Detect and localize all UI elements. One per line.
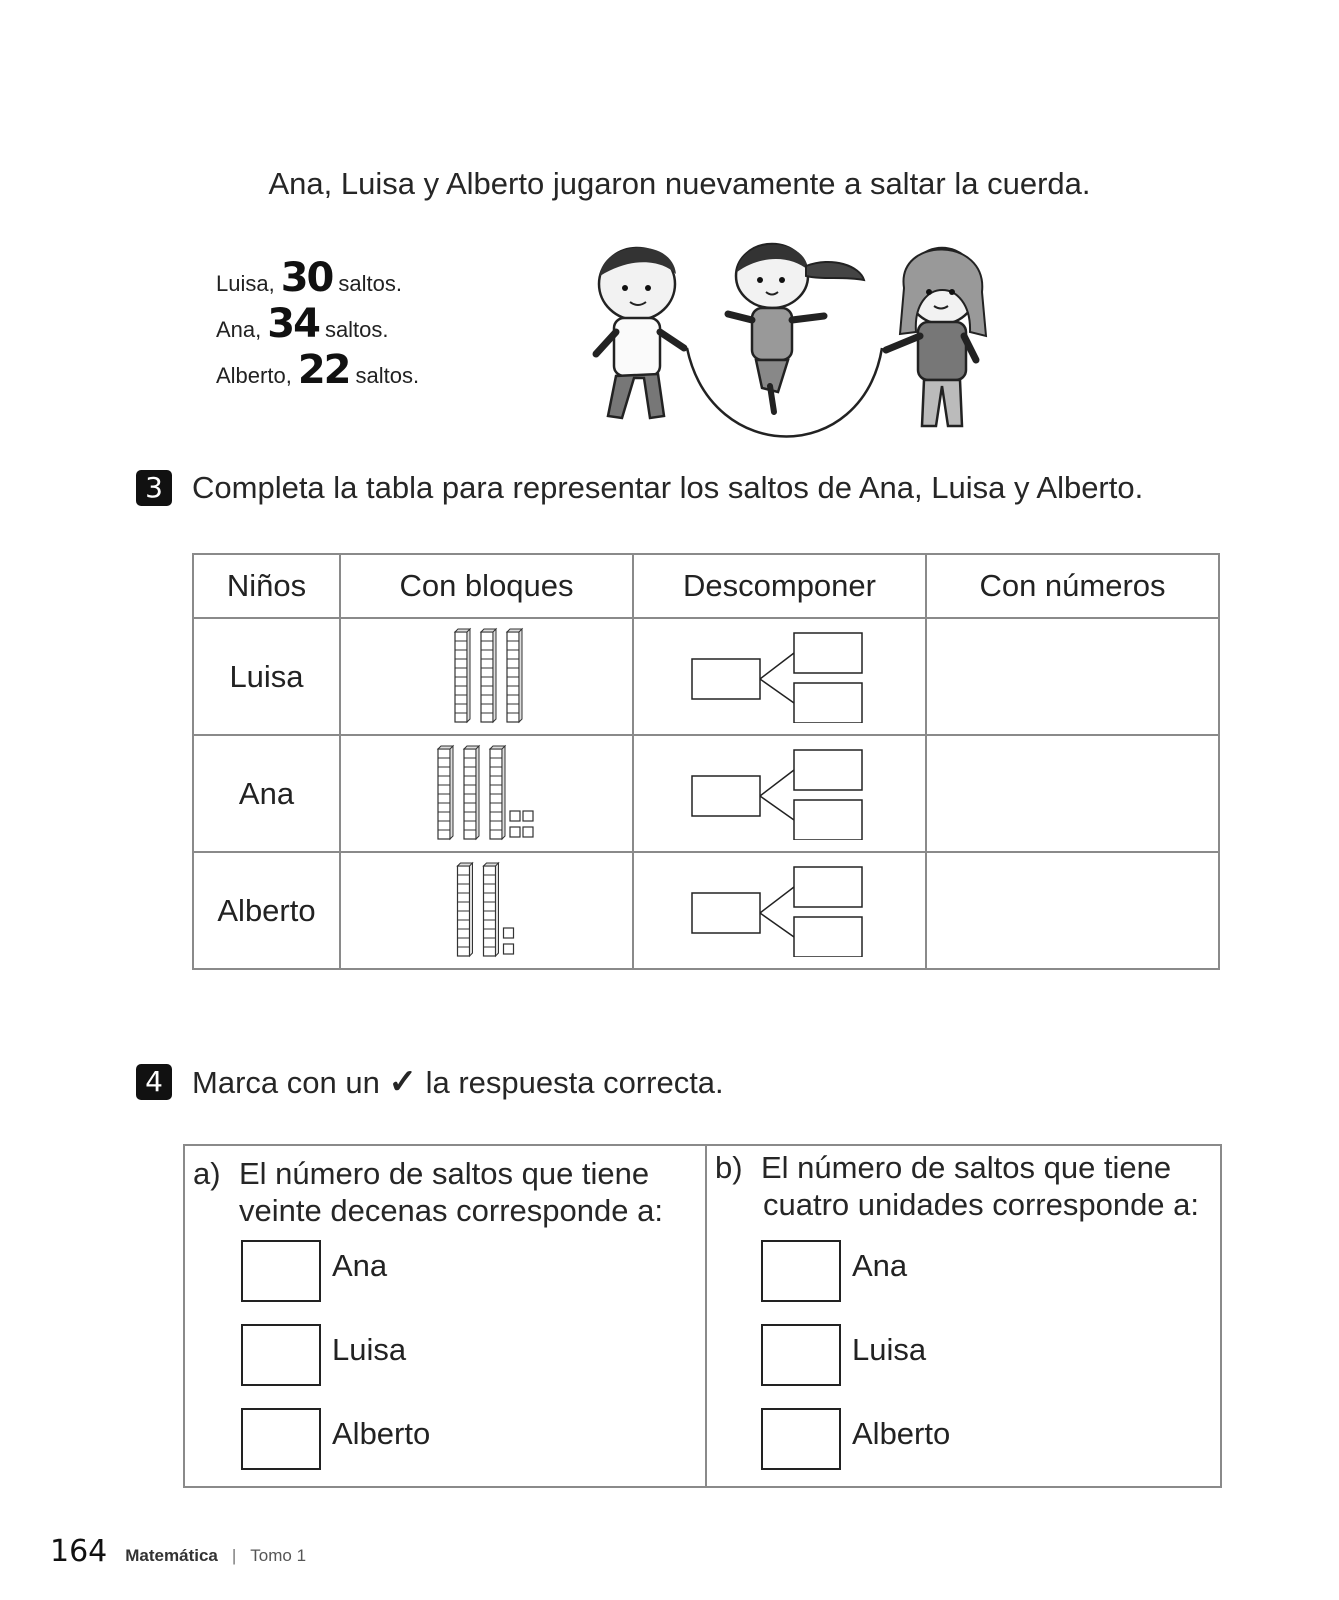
- table-row: [193, 735, 1219, 852]
- question-3: [136, 470, 1143, 506]
- answers-box: [183, 1144, 1222, 1488]
- score-name: Ana,: [216, 317, 262, 342]
- total-box[interactable]: [692, 659, 760, 699]
- ones-box[interactable]: [794, 917, 862, 957]
- tens-box[interactable]: [794, 633, 862, 673]
- branch-line: [760, 679, 794, 703]
- checkbox-a-ana[interactable]: [241, 1240, 321, 1302]
- choice-a-alberto: Alberto: [332, 1416, 431, 1451]
- choice-a-luisa: Luisa: [332, 1332, 407, 1367]
- blocks-cell: [340, 618, 633, 735]
- branch-line: [760, 796, 794, 820]
- option-b-line1: El número de saltos que tiene: [761, 1150, 1172, 1185]
- score-value: 30: [280, 255, 333, 301]
- ones-box[interactable]: [794, 800, 862, 840]
- checkbox-b-ana[interactable]: [761, 1240, 841, 1302]
- children-jump-rope-illustration: [592, 236, 1012, 442]
- choice-b-ana: Ana: [852, 1248, 908, 1283]
- page-footer: [50, 1534, 306, 1569]
- score-unit: saltos.: [324, 317, 389, 342]
- blocks-cell: [340, 735, 633, 852]
- decompose-cell[interactable]: [633, 618, 926, 735]
- choice-b-luisa: Luisa: [852, 1332, 927, 1367]
- unit-cube: [523, 811, 533, 821]
- check-icon: ✓: [388, 1063, 417, 1101]
- table-header-row: [193, 554, 1219, 618]
- score-name: Alberto,: [216, 363, 292, 388]
- ones-box[interactable]: [794, 683, 862, 723]
- header-con-numeros: Con números: [926, 554, 1219, 618]
- scores-list: [216, 255, 420, 396]
- ten-rod: [483, 863, 498, 956]
- option-a-letter: a): [193, 1156, 221, 1191]
- decomposition-diagram[interactable]: [690, 748, 870, 840]
- choice-a-ana: Ana: [332, 1248, 388, 1283]
- score-alberto: [216, 347, 420, 396]
- option-a-line2: veinte decenas corresponde a:: [239, 1193, 663, 1228]
- footer-subject: Matemática: [125, 1546, 218, 1565]
- unit-cube: [503, 928, 513, 938]
- question-number-badge: 3: [136, 470, 172, 506]
- girl-right-figure: [886, 248, 986, 426]
- question-4-text-before: Marca con un: [192, 1065, 380, 1100]
- checkbox-b-alberto[interactable]: [761, 1408, 841, 1470]
- score-unit: saltos.: [355, 363, 420, 388]
- branch-line: [760, 887, 794, 913]
- ten-rod: [455, 629, 470, 722]
- option-a-line1: El número de saltos que tiene: [239, 1156, 650, 1191]
- row-name: Luisa: [193, 618, 340, 735]
- row-name: Ana: [193, 735, 340, 852]
- decompose-cell[interactable]: [633, 735, 926, 852]
- score-value: 22: [297, 347, 350, 393]
- row-name: Alberto: [193, 852, 340, 969]
- boy-figure: [596, 248, 684, 418]
- page-number: 164: [50, 1534, 108, 1569]
- table-row: [193, 852, 1219, 969]
- choice-b-alberto: Alberto: [852, 1416, 951, 1451]
- ten-rod: [457, 863, 472, 956]
- ten-rod: [438, 746, 453, 839]
- checkbox-a-luisa[interactable]: [241, 1324, 321, 1386]
- header-con-bloques: Con bloques: [340, 554, 633, 618]
- footer-separator: |: [231, 1546, 237, 1565]
- tens-box[interactable]: [794, 867, 862, 907]
- number-answer-cell[interactable]: [926, 618, 1219, 735]
- ten-rod: [507, 629, 522, 722]
- question-4: [136, 1062, 724, 1102]
- option-b-letter: b): [715, 1150, 743, 1185]
- question-3-text: Completa la tabla para representar los saltos de Ana, Luisa y Alberto.: [192, 470, 1144, 505]
- base-ten-blocks-icon: [407, 744, 567, 844]
- number-answer-cell[interactable]: [926, 735, 1219, 852]
- unit-cube: [510, 811, 520, 821]
- header-ninos: Niños: [193, 554, 340, 618]
- question-number-badge: 4: [136, 1064, 172, 1100]
- score-luisa: [216, 255, 419, 304]
- blocks-cell: [340, 852, 633, 969]
- ten-rod: [481, 629, 496, 722]
- branch-line: [760, 913, 794, 937]
- footer-volume: Tomo 1: [250, 1546, 307, 1565]
- checkbox-b-luisa[interactable]: [761, 1324, 841, 1386]
- ten-rod: [464, 746, 479, 839]
- decomposition-diagram[interactable]: [690, 631, 870, 723]
- tens-box[interactable]: [794, 750, 862, 790]
- intro-text: Ana, Luisa y Alberto jugaron nuevamente a saltar la cuerda.: [268, 166, 1091, 201]
- score-unit: saltos.: [338, 271, 402, 296]
- decompose-cell[interactable]: [633, 852, 926, 969]
- unit-cube: [523, 827, 533, 837]
- question-4-text-after: la respuesta correcta.: [425, 1065, 724, 1100]
- representation-table: [192, 553, 1220, 970]
- total-box[interactable]: [692, 776, 760, 816]
- unit-cube: [503, 944, 513, 954]
- girl-jumping-figure: [728, 244, 864, 412]
- total-box[interactable]: [692, 893, 760, 933]
- unit-cube: [510, 827, 520, 837]
- header-descomponer: Descomponer: [633, 554, 926, 618]
- answers-divider: [705, 1146, 707, 1486]
- score-name: Luisa,: [216, 271, 275, 296]
- branch-line: [760, 653, 794, 679]
- number-answer-cell[interactable]: [926, 852, 1219, 969]
- base-ten-blocks-icon: [407, 861, 567, 961]
- table-row: [193, 618, 1219, 735]
- score-ana: [216, 301, 419, 350]
- checkbox-a-alberto[interactable]: [241, 1408, 321, 1470]
- ten-rod: [490, 746, 505, 839]
- decomposition-diagram[interactable]: [690, 865, 870, 957]
- option-b-line2: cuatro unidades corresponde a:: [763, 1187, 1200, 1222]
- score-value: 34: [267, 301, 319, 347]
- base-ten-blocks-icon: [407, 627, 567, 727]
- branch-line: [760, 770, 794, 796]
